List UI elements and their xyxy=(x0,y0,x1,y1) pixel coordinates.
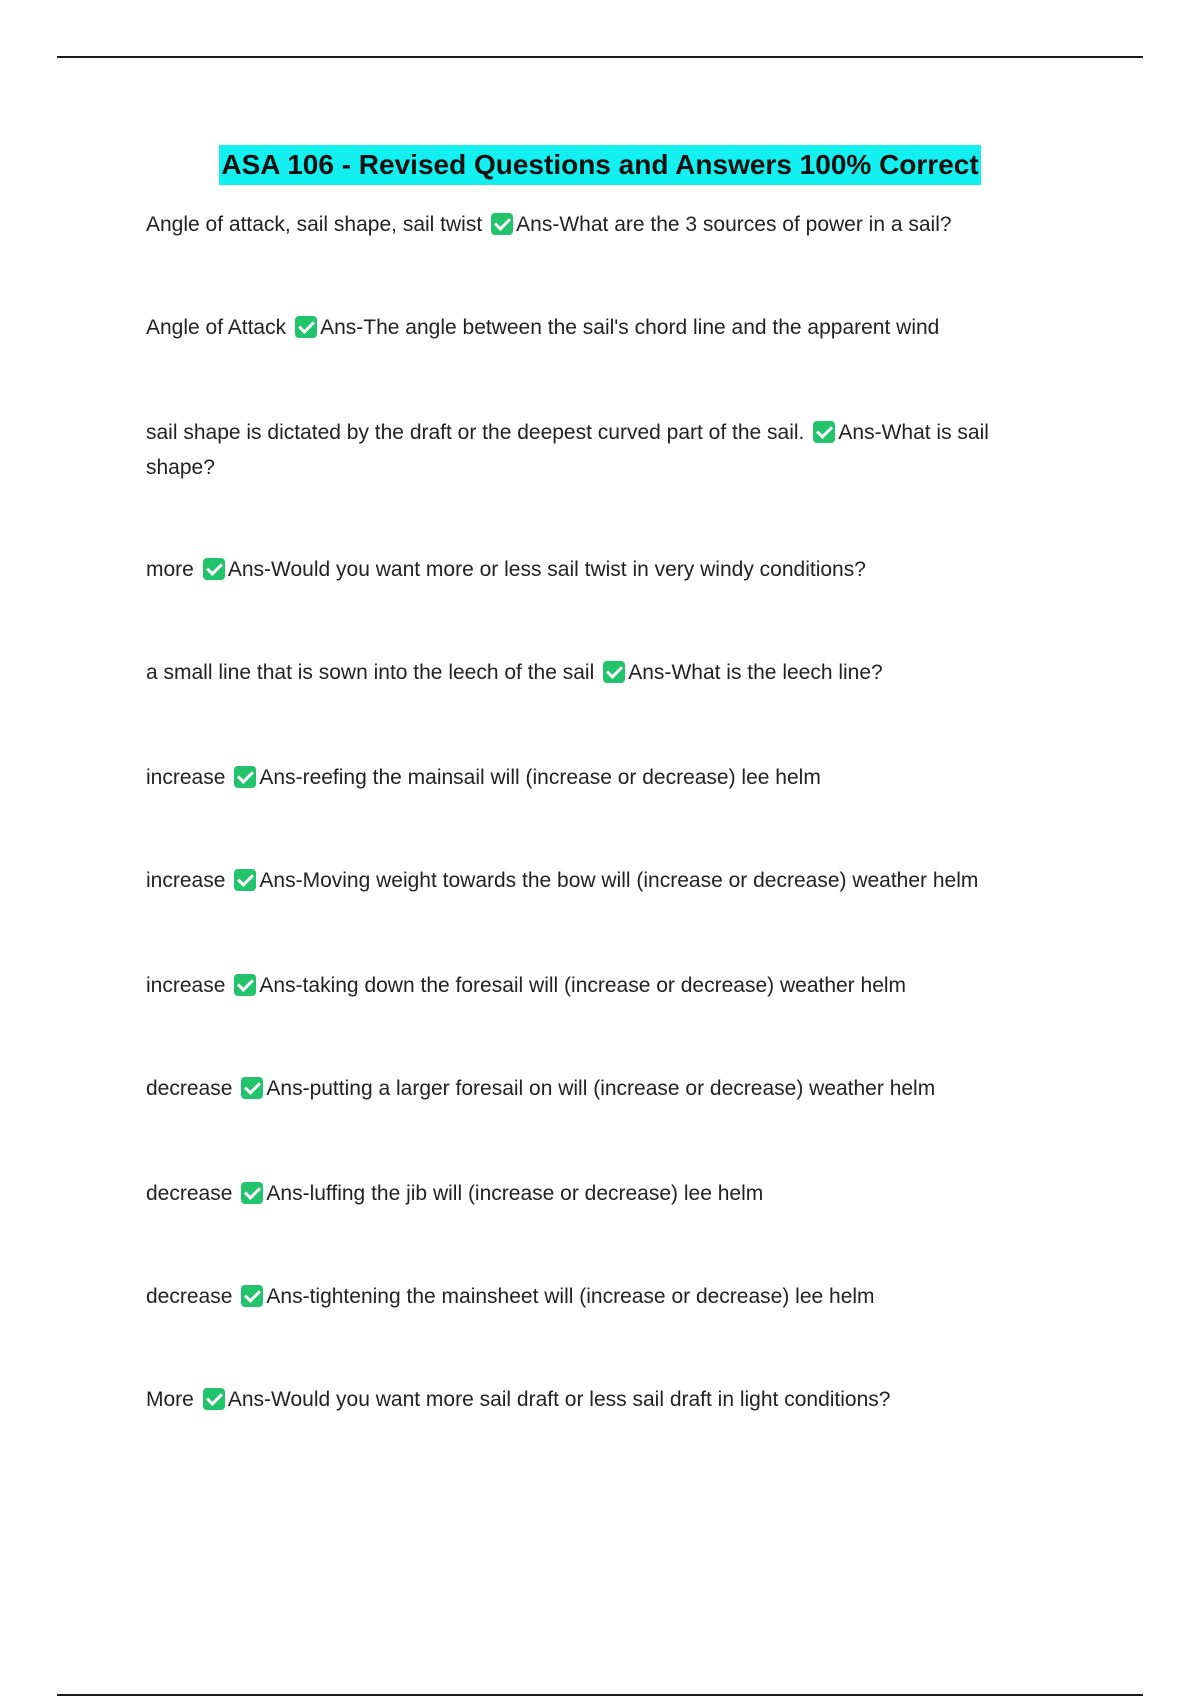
qa-item xyxy=(146,1279,1046,1314)
question-text: Would you want more or less sail twist in very windy conditions? xyxy=(271,558,866,581)
qa-item xyxy=(146,968,1046,1003)
answer-text: Angle of attack, sail shape, sail twist xyxy=(146,213,483,236)
answer-prefix: Ans- xyxy=(266,1077,310,1100)
question-text: What is sail shape? xyxy=(146,421,989,479)
question-text: taking down the foresail will (increase or decrease) weather helm xyxy=(302,974,907,997)
answer-prefix: Ans- xyxy=(320,316,364,339)
answer-prefix: Ans- xyxy=(266,1285,310,1308)
qa-item xyxy=(146,1071,1046,1106)
answer-prefix: Ans- xyxy=(259,869,303,892)
answer-text: sail shape is dictated by the draft or the deepest curved part of the sail. xyxy=(146,421,805,444)
question-text: Would you want more sail draft or less sail draft in light conditions? xyxy=(271,1388,891,1411)
check-mark-icon xyxy=(295,316,317,338)
answer-text: decrease xyxy=(146,1285,233,1308)
footer-rule xyxy=(57,1694,1143,1696)
title-container xyxy=(0,145,1200,185)
check-mark-icon xyxy=(234,869,256,891)
check-mark-icon xyxy=(203,1388,225,1410)
check-mark-icon xyxy=(234,766,256,788)
question-text: What is the leech line? xyxy=(671,661,883,684)
qa-item xyxy=(146,760,1046,795)
check-mark-icon xyxy=(241,1077,263,1099)
question-text: The angle between the sail's chord line and the apparent wind xyxy=(363,316,940,339)
answer-text: more xyxy=(146,558,194,581)
header-rule xyxy=(57,56,1143,58)
qa-item xyxy=(146,310,1046,345)
answer-text: More xyxy=(146,1388,194,1411)
answer-prefix: Ans- xyxy=(259,974,303,997)
answer-prefix: Ans- xyxy=(628,661,672,684)
answer-text: increase xyxy=(146,974,226,997)
check-mark-icon xyxy=(603,661,625,683)
answer-text: increase xyxy=(146,766,226,789)
question-text: reefing the mainsail will (increase or decrease) lee helm xyxy=(302,766,821,789)
question-text: putting a larger foresail on will (increase or decrease) weather helm xyxy=(309,1077,936,1100)
answer-text: Angle of Attack xyxy=(146,316,287,339)
answer-text: decrease xyxy=(146,1077,233,1100)
answer-text: increase xyxy=(146,869,226,892)
answer-prefix: Ans- xyxy=(259,766,303,789)
qa-item xyxy=(146,655,1046,690)
answer-prefix: Ans- xyxy=(227,558,272,581)
qa-item xyxy=(146,863,1046,898)
qa-item xyxy=(146,415,1046,485)
answer-prefix: Ans- xyxy=(266,1182,310,1205)
question-text: Moving weight towards the bow will (increase or decrease) weather helm xyxy=(302,869,979,892)
qa-item xyxy=(146,1382,1046,1417)
check-mark-icon xyxy=(241,1285,263,1307)
qa-item xyxy=(146,552,1046,587)
qa-item xyxy=(146,207,1046,242)
qa-item xyxy=(146,1176,1046,1211)
check-mark-icon xyxy=(813,421,835,443)
question-text: tightening the mainsheet will (increase or decrease) lee helm xyxy=(309,1285,875,1308)
answer-text: a small line that is sown into the leech of the sail xyxy=(146,661,595,684)
answer-prefix: Ans- xyxy=(227,1388,272,1411)
check-mark-icon xyxy=(234,974,256,996)
answer-text: decrease xyxy=(146,1182,233,1205)
check-mark-icon xyxy=(203,558,225,580)
question-text: What are the 3 sources of power in a sail? xyxy=(559,213,952,236)
document-title: ASA 106 - Revised Questions and Answers 100% Correct xyxy=(219,145,980,185)
answer-prefix: Ans- xyxy=(516,213,560,236)
check-mark-icon xyxy=(241,1182,263,1204)
question-text: luffing the jib will (increase or decrease) lee helm xyxy=(309,1182,764,1205)
check-mark-icon xyxy=(491,213,513,235)
answer-prefix: Ans- xyxy=(838,421,882,444)
